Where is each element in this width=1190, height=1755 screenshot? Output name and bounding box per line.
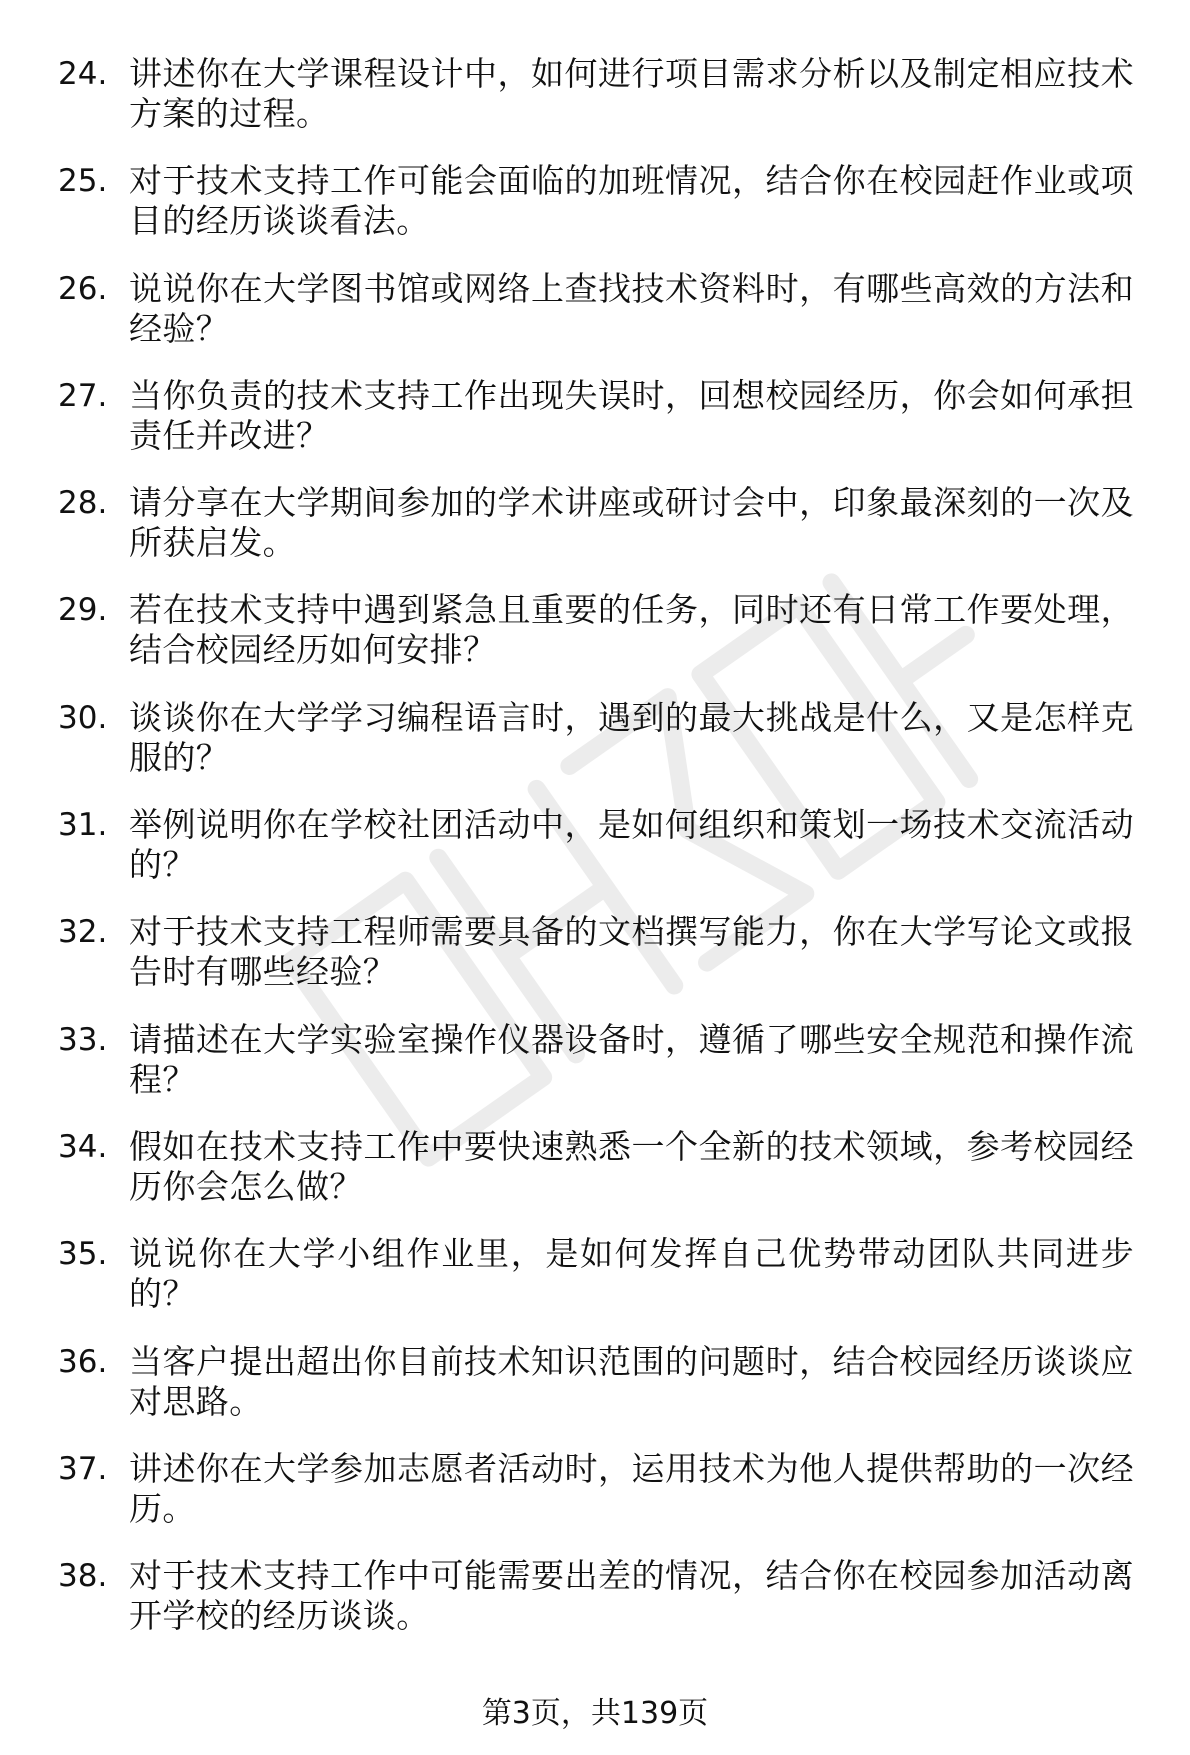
question-item <box>58 143 1138 250</box>
question-number: 35. <box>58 1236 108 1273</box>
question-number: 38. <box>58 1558 108 1595</box>
question-number: 27. <box>58 377 108 414</box>
question-text: 讲述你在大学参加志愿者活动时，运用技术为他人提供帮助的一次经历。 <box>129 1448 1134 1528</box>
question-text: 当客户提出超出你目前技术知识范围的问题时，结合校园经历谈谈应对思路。 <box>129 1341 1134 1421</box>
question-text: 说说你在大学小组作业里，是如何发挥自己优势带动团队共同进步的？ <box>129 1234 1134 1314</box>
question-item <box>58 680 1138 787</box>
question-number: 24. <box>58 56 108 92</box>
question-text: 对于技术支持工作中可能需要出差的情况，结合你在校园参加活动离开学校的经历谈谈。 <box>129 1556 1134 1636</box>
question-number: 34. <box>58 1128 108 1165</box>
question-number: 25. <box>58 163 108 200</box>
question-text: 说说你在大学图书馆或网络上查找技术资料时，有哪些高效的方法和经验？ <box>129 268 1134 348</box>
question-item <box>58 787 1138 894</box>
question-text: 若在技术支持中遇到紧急且重要的任务，同时还有日常工作要处理，结合校园经历如何安排？ <box>129 590 1134 670</box>
question-number: 37. <box>58 1450 108 1487</box>
question-text: 谈谈你在大学学习编程语言时，遇到的最大挑战是什么，又是怎样克服的？ <box>129 697 1134 777</box>
page-footer: 第3页，共139页 <box>481 1696 709 1731</box>
question-text: 对于技术支持工程师需要具备的文档撰写能力，你在大学写论文或报告时有哪些经验？ <box>129 912 1134 992</box>
question-item <box>58 358 1138 465</box>
question-item <box>58 1324 1138 1431</box>
question-item <box>58 894 1138 1001</box>
question-item <box>58 572 1138 679</box>
question-item <box>58 1431 1138 1538</box>
question-text: 举例说明你在学校社团活动中，是如何组织和策划一场技术交流活动的？ <box>129 805 1134 885</box>
question-item <box>58 1538 1138 1645</box>
question-item <box>58 1002 1138 1109</box>
question-text: 请分享在大学期间参加的学术讲座或研讨会中，印象最深刻的一次及所获启发。 <box>129 483 1134 563</box>
question-number: 29. <box>58 592 108 629</box>
question-text: 当你负责的技术支持工作出现失误时，回想校园经历，你会如何承担责任并改进？ <box>129 375 1134 455</box>
question-number: 26. <box>58 270 108 307</box>
question-item <box>58 1216 1138 1323</box>
question-item <box>58 465 1138 572</box>
question-item <box>58 1109 1138 1216</box>
question-text: 对于技术支持工作可能会面临的加班情况，结合你在校园赶作业或项目的经历谈谈看法。 <box>129 161 1134 241</box>
question-number: 31. <box>58 807 108 844</box>
question-text: 假如在技术支持工作中要快速熟悉一个全新的技术领域，参考校园经历你会怎么做？ <box>129 1126 1134 1206</box>
question-text: 请描述在大学实验室操作仪器设备时，遵循了哪些安全规范和操作流程？ <box>129 1019 1134 1099</box>
question-number: 32. <box>58 914 108 951</box>
question-text: 讲述你在大学课程设计中，如何进行项目需求分析以及制定相应技术方案的过程。 <box>129 54 1134 133</box>
question-list <box>58 36 1138 1645</box>
question-number: 30. <box>58 699 108 736</box>
question-number: 28. <box>58 485 108 522</box>
question-item <box>58 251 1138 358</box>
question-item <box>58 36 1138 143</box>
question-number: 36. <box>58 1343 108 1380</box>
question-number: 33. <box>58 1021 108 1058</box>
